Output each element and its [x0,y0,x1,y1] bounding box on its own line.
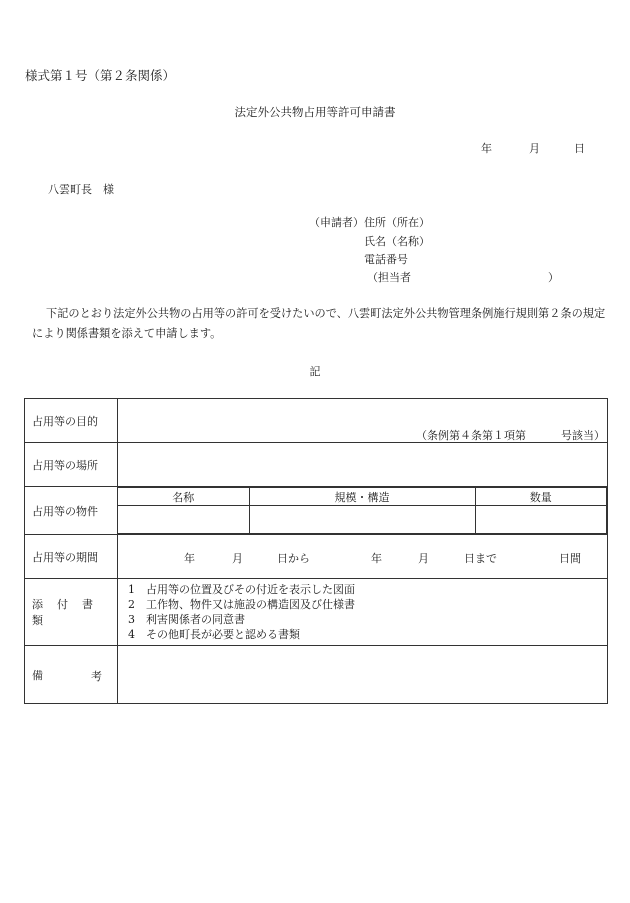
object-cell [118,487,608,535]
period-month-2: 月 [418,551,429,565]
object-header-scale: 規模・構造 [249,488,475,506]
body-paragraph: 下記のとおり法定外公共物の占用等の許可を受けたいので、八雲町法定外公共物管理条例施行規則第２条の規定により関係書類を添えて申請します。 [32,307,606,340]
object-label: 占用等の物件 [25,487,118,535]
addressee: 八雲町長 様 [48,183,114,196]
applicant-contact-close: ） [548,271,559,284]
period-year-2: 年 [371,551,382,565]
period-year-1: 年 [184,551,195,565]
period-row [25,535,608,579]
application-table [24,398,608,704]
location-row [25,443,608,487]
applicant-contact-open: （担当者 [367,271,411,284]
attachments-cell [118,579,608,646]
period-day-until: 日まで [464,551,497,565]
object-name-cell[interactable] [118,506,249,534]
remarks-cell[interactable] [118,646,608,704]
period-cell[interactable] [118,535,608,579]
object-header-name: 名称 [118,488,249,506]
ki-heading: 記 [309,365,321,378]
remarks-label: 備 考 [25,646,118,704]
location-cell[interactable] [118,443,608,487]
form-number: 様式第１号（第２条関係） [25,68,176,83]
object-row [25,487,608,535]
remarks-row [25,646,608,704]
document-title: 法定外公共物占用等許可申請書 [234,105,396,119]
location-label: 占用等の場所 [25,443,118,487]
purpose-label: 占用等の目的 [25,399,118,443]
object-quantity-cell[interactable] [475,506,607,534]
applicant-phone-label: 電話番号 [364,253,408,266]
object-subtable [118,487,607,534]
applicant-name-label: 氏名（名称） [364,235,430,248]
purpose-note-b: 号該当） [561,429,605,442]
attachment-item: 3 利害関係者の同意書 [128,613,245,626]
applicant-label: （申請者） [309,216,364,229]
attachments-label: 添付書類 [25,579,118,646]
period-label: 占用等の期間 [25,535,118,579]
period-days: 日間 [559,551,581,565]
object-scale-cell[interactable] [249,506,475,534]
date-month-label: 月 [529,142,540,155]
attachments-row [25,579,608,646]
purpose-row [25,399,608,443]
date-day-label: 日 [574,142,585,155]
purpose-note-a: （条例第４条第１項第 [416,429,526,442]
period-day-from: 日から [277,551,310,565]
applicant-address-label: 住所（所在） [364,216,430,229]
object-header-quantity: 数量 [475,488,607,506]
date-year-label: 年 [481,142,492,155]
attachment-item: 1 占用等の位置及びその付近を表示した図面 [128,583,355,596]
purpose-cell[interactable] [118,399,608,443]
attachment-item: 4 その他町長が必要と認める書類 [128,628,300,641]
period-month-1: 月 [232,551,243,565]
attachment-item: 2 工作物、物件又は施設の構造図及び仕様書 [128,598,355,611]
